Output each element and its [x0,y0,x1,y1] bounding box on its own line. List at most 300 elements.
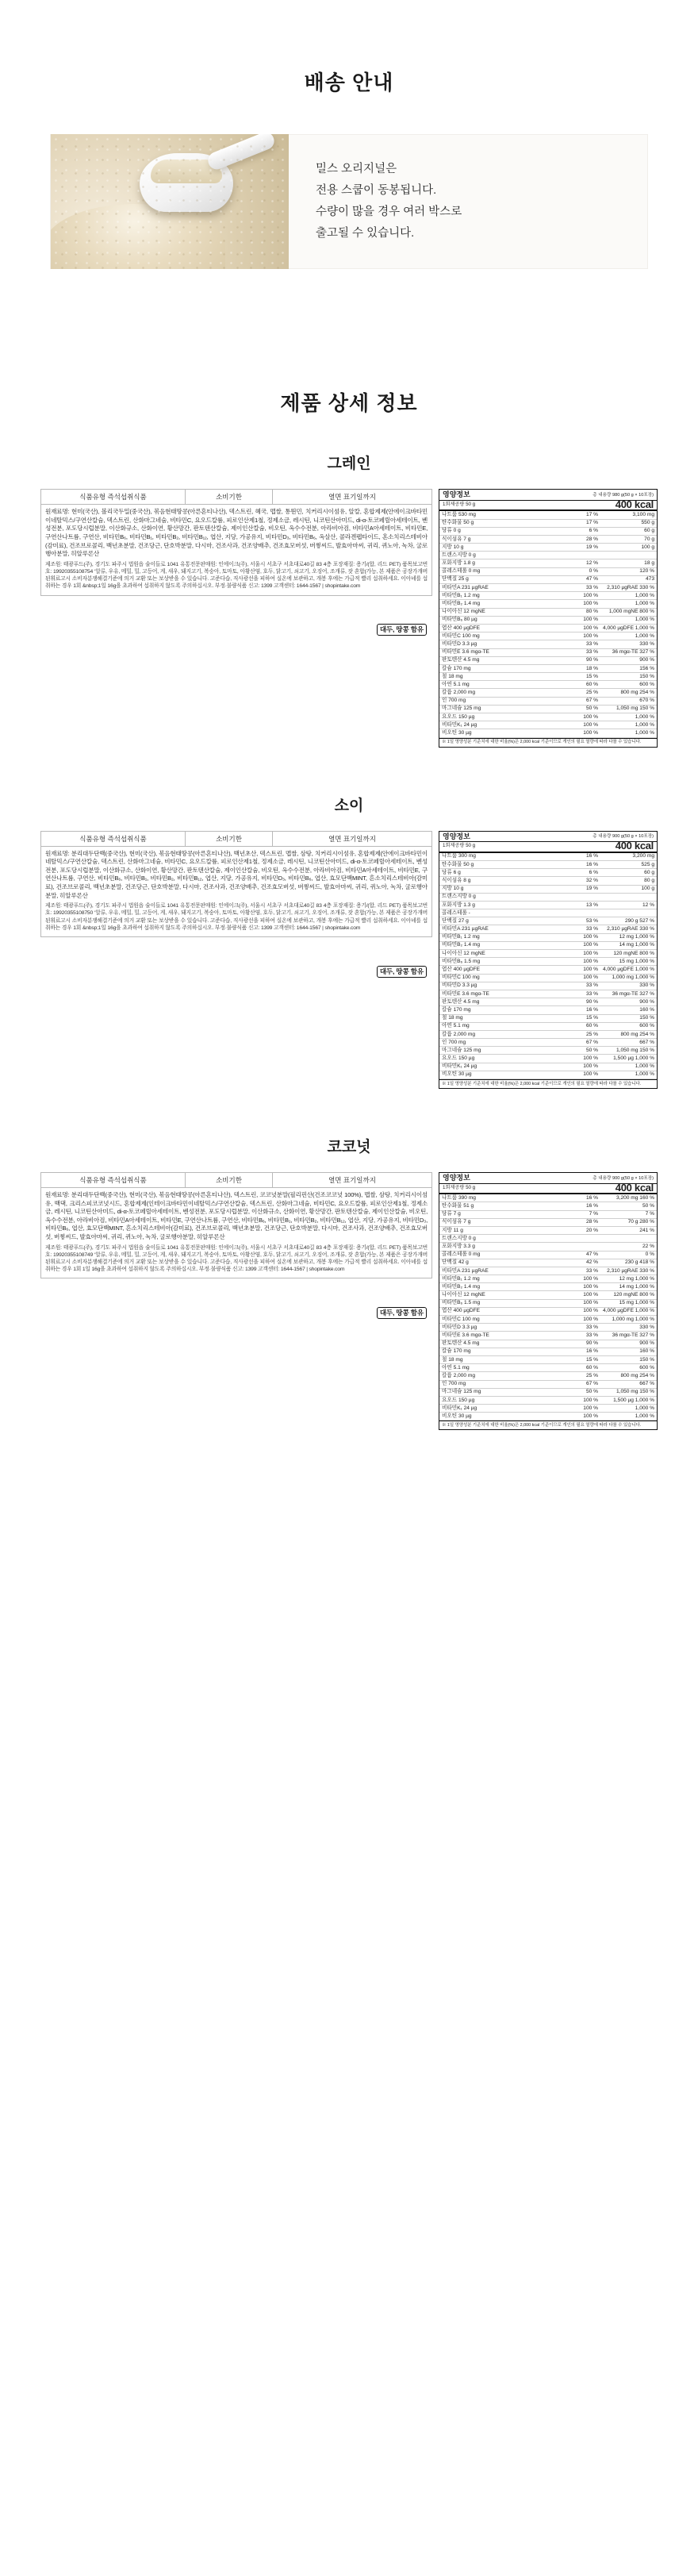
nutrient-name: 콜레스테롤 - [439,909,557,917]
nutrient-percent: 17 % [557,511,600,519]
info-header-cell-3: 열면 표기일까지 [328,493,376,502]
nutrition-facts-panel [439,831,658,1089]
nutrient-daily-value: 1,000 % [600,616,657,624]
nutrient-percent [557,909,600,917]
nutrient-daily-value: 800 mg 254 % [600,1372,657,1380]
nutrition-row [439,901,657,909]
nutrient-name: 비타민B₆ 1.5 mg [439,958,557,966]
nutrient-percent: 47 % [557,575,600,583]
info-header-cell-2: 소비기한 [186,832,273,846]
nutrient-name: 식이섬유 7 g [439,535,557,543]
serving-size: 1회제공량 50 g [443,1184,476,1190]
nutrient-daily-value [600,1235,657,1243]
info-header-cell-2: 소비기한 [186,1173,273,1187]
nutrient-daily-value: 4,000 µgDFE 1,000 % [600,624,657,632]
nutrient-percent: 53 % [557,917,600,925]
nutrient-daily-value: 70 g 280 % [600,1218,657,1226]
nutrient-percent: 100 % [557,1055,600,1063]
nutrient-daily-value: 550 g [600,519,657,527]
nutrient-daily-value: 60 g [600,527,657,535]
nutrition-row [439,681,657,689]
nutrient-name: 식이섬유 7 g [439,1218,557,1226]
nutrient-name: 비타민K₁ 24 µg [439,1405,557,1413]
nutrient-percent: 15 % [557,1355,600,1363]
nutrient-daily-value: 1,000 % [600,600,657,608]
nutrient-percent: 80 % [557,608,600,616]
nutrient-daily-value: 1,000 % [600,1063,657,1071]
nutrient-name: 지방 10 g [439,885,557,893]
powder-texture-overlay [51,134,289,269]
nutrition-row [439,673,657,681]
nutrient-daily-value: 150 % [600,673,657,681]
nutrient-name: 비타민E 3.6 mgα-TE [439,648,557,656]
nutrient-daily-value: 3,200 mg 160 % [600,1194,657,1202]
nutrient-daily-value: 1,000 % [600,1405,657,1413]
nutrient-daily-value: 120 mgNE 800 % [600,1291,657,1299]
nutrient-daily-value: 15 mg 1,000 % [600,958,657,966]
nutrient-percent: 33 % [557,1267,600,1275]
nutrient-daily-value: 2,310 µgRAE 330 % [600,1267,657,1275]
ingredient-info-panel [40,1172,432,1317]
product-label-list [0,452,698,1430]
nutrition-row [439,584,657,592]
nutrient-name: 식이섬유 8 g [439,877,557,885]
nutrient-daily-value: 2,310 µgRAE 330 % [600,925,657,933]
nutrition-table [439,511,657,737]
nutrient-name: 비타민B₂ 1.4 mg [439,1283,557,1291]
nutrition-row [439,552,657,559]
nutrient-name: 요오드 150 µg [439,1055,557,1063]
nutrient-name: 탄수화물 50 g [439,519,557,527]
ingredient-text [41,505,431,634]
nutrient-percent: 100 % [557,1413,600,1421]
nutrient-percent: 100 % [557,729,600,737]
kcal-value: 400 kcal [615,1181,654,1194]
nutrient-name: 엽산 400 µgDFE [439,966,557,974]
nutrition-table [439,1194,657,1421]
nutrition-row [439,933,657,941]
nutrient-percent: 100 % [557,1405,600,1413]
nutrient-name: 나이아신 12 mgNE [439,1291,557,1299]
info-header-row [41,832,431,847]
nutrition-table [439,853,657,1079]
nutrient-name: 비타민B₁ 1.2 mg [439,592,557,600]
nutrient-percent: 100 % [557,1283,600,1291]
nutrient-name: 당류 0 g [439,527,557,535]
nutrient-daily-value: 80 g [600,877,657,885]
nutrient-percent: 33 % [557,990,600,998]
nutrient-daily-value: 1,000 % [600,1071,657,1078]
nutrient-daily-value: 3,200 mg [600,853,657,861]
nutrient-percent: 60 % [557,1022,600,1030]
nutrient-daily-value [600,552,657,559]
nutrient-percent: 100 % [557,600,600,608]
nutrient-daily-value: 36 mgα-TE 327 % [600,1332,657,1340]
nutrition-row [439,567,657,575]
nutrient-daily-value: 4,000 µgDFE 1,000 % [600,1307,657,1315]
shipping-line-3: 수량이 많을 경우 여러 박스로 [316,205,462,218]
nutrition-row [439,1405,657,1413]
nutrient-percent: 28 % [557,1218,600,1226]
info-header-cell-1: 식품유형 즉석섭취식품 [41,490,186,504]
nutrient-name: 비타민B₁ 1.2 mg [439,1275,557,1283]
nutrient-daily-value: 2,310 µgRAE 330 % [600,584,657,592]
nutrient-name: 비타민D 3.3 µg [439,1324,557,1332]
nutrient-daily-value: 900 % [600,656,657,664]
nutrition-row [439,1299,657,1307]
shipping-line-4: 출고될 수 있습니다. [316,226,415,240]
nutrient-daily-value: 600 % [600,1022,657,1030]
nutrient-percent: 33 % [557,982,600,990]
kcal-value: 400 kcal [615,498,654,510]
nutrient-name: 비타민E 3.6 mgα-TE [439,990,557,998]
nutrition-row [439,624,657,632]
nutrient-name: 비타민B₂ 1.4 mg [439,600,557,608]
nutrient-name: 비타민E 3.6 mgα-TE [439,1332,557,1340]
nutrient-percent: 16 % [557,1348,600,1355]
nutrient-name: 요오드 150 µg [439,1396,557,1404]
manufacturer-and-notice-text: 제조원: 태광푸드(주), 경기도 파주시 법원읍 술이들로 1041 유통전문판매원: 인에이크(주), 서울시 서초구 서초대로40길 83 4층 포장재질: 용기/(합, 리드 PET) 품목보고번호: 19920355108750 ‘알류, 우유, 메밀, 밀, 고등어, 게, 새우, 돼지고기, 복숭아, 토마토, 아황산염, 호두, 닭고기, 쇠고기, 오징어, 조개류, 잣 혼합(가능, 본 제품은 공장가개버된휘료고시 소비자분쟁해결기준에 의거 교환 또는 보상받을 수 있습니다. 고준다습, 직사광선을 피하여 실온에 보관하고, 개봉 후에는 가급적 빨리 섭취하세요. 이아녜를 섭취하는 경우 1회 &nbsp;1일 16g을 초과하여 섭취하지 않도록 주의하십시오. 부정·불량식품 신고: 1399 고객센터: 1644-1567 | shopintake.com [45,903,428,931]
nutrient-daily-value: 120 mgNE 800 % [600,950,657,958]
nutrient-name: 칼륨 2,000 mg [439,1030,557,1038]
nutrient-percent: 67 % [557,1380,600,1388]
nutrition-facts-panel [439,489,658,747]
nutrient-daily-value: 473 [600,575,657,583]
product-detail-page [0,17,698,1431]
nutrient-name: 콜레스테롤 0 mg [439,1251,557,1259]
detail-section-title: 제품 상세 정보 [280,391,418,416]
nutrition-row [439,1218,657,1226]
product-name: 소이 [334,797,364,814]
nutrient-percent: 42 % [557,1259,600,1267]
ingredient-list-text: 원재료명: 분리대두단백(중국산), 현미(국산), 볶음현태땅콩(아른혼티나산), 덱스트린, 코코넛분말(필리핀산(건조코코넛 100%), 맵쌀, 삼탕, 치커리시이섬유, 백댁, 크리스피코코넛시드, 혼합제제(인테이크바타민이네탈믹스/구연산칼슘, 덱스트린, 산화마그네슘, 비타민C, 요오드칼륨, 피로인산제1철, 정제소금, 레시틴, 니코틴산아미드, di-α-토코페릴아세테이트, 벤성전분, 포도당시럽분말, 이산화규소, 산화이연, 황산망간, 판토텐산칼슘, 제이인산칼슘, 비오틴, 옥수수전분, 아라비아검, 비타민A아세테이트, 비타민E, 구연산나트륨, 구연산, 비타민B₆, 비타민B₁, 비타민B₂, 비타민B₁₂, 엽산, 지당, 가공유지, 비타민D₃, 비타민B₆, 엽산, 효모단백MINT, 흔소치리스테비아(감미료), 건조브로콜리, 백년초분말, 건조당근, 단호박분말, 다시마, 건조사과, 건조양배추, 건조효모버섯, 버찧씨드, 발효아마씨, 귀리, 퀴노아, 녹차, 굴로행아분말, 히알루론산 [45,1191,428,1240]
nutrition-row [439,860,657,868]
shipping-notice-text [289,159,462,244]
nutrient-percent: 90 % [557,998,600,1006]
nutrient-name: 철 18 mg [439,1355,557,1363]
nutrient-name: 포화지방 1.3 g [439,901,557,909]
nutrient-daily-value: 1,000 % [600,632,657,640]
nutrient-percent: 100 % [557,1071,600,1078]
nutrient-percent: 16 % [557,1006,600,1014]
nutrition-row [439,705,657,713]
product-block [0,794,698,1089]
nutrition-row [439,982,657,990]
label-row [40,831,658,1089]
nutrient-daily-value: 4,000 µgDFE 1,000 % [600,966,657,974]
nutrition-row [439,1267,657,1275]
nutrient-name: 단백질 42 g [439,1259,557,1267]
nutrient-name: 탄수화물 50 g [439,860,557,868]
nutrient-percent: 50 % [557,1047,600,1055]
nutrition-row [439,1283,657,1291]
nutrient-percent: 100 % [557,616,600,624]
nutrition-row [439,1275,657,1283]
nutrient-percent: 33 % [557,1324,600,1332]
nutrition-row [439,1348,657,1355]
nutrient-daily-value: 7 % [600,1210,657,1218]
ingredient-info-panel [40,489,432,634]
nutrient-daily-value: 3,100 mg [600,511,657,519]
nutrient-percent: 6 % [557,869,600,877]
nutrition-footnote: ※ 1일 영양성분 기준치에 대한 비율(%)은 2,000 kcal 기준이므로 개인의 필요 열량에 따라 다를 수 있습니다. [439,738,657,747]
nutrient-daily-value: 14 mg 1,000 % [600,941,657,949]
nutrient-percent: 100 % [557,713,600,721]
nutrient-daily-value: 18 g [600,559,657,567]
allergen-stamp: 대두, 땅콩 함유 [377,1307,427,1319]
nutrition-title: 영양정보 [443,1174,470,1182]
nutrition-row [439,1243,657,1251]
nutrient-name: 비타민A 231 µgRAE [439,925,557,933]
nutrient-daily-value: 1,000 mgNE 800 % [600,608,657,616]
nutrient-percent: 100 % [557,958,600,966]
nutrition-total-amount: 총 내용량 900 g(50 g × 10포장) [593,834,654,840]
nutrition-row [439,1071,657,1078]
nutrient-name: 비타민B₂ 1.4 mg [439,941,557,949]
nutrition-row [439,648,657,656]
nutrient-name: 단백질 27 g [439,917,557,925]
nutrition-row [439,616,657,624]
nutrient-daily-value: 12 % [600,901,657,909]
nutrient-percent [557,1243,600,1251]
nutrient-percent: 32 % [557,877,600,885]
nutrition-row [439,1194,657,1202]
info-header-row [41,1173,431,1188]
nutrient-daily-value: 1,050 mg 150 % [600,1047,657,1055]
nutrition-row [439,656,657,664]
nutrient-daily-value: 241 % [600,1226,657,1234]
nutrient-name: 마그네슘 125 mg [439,1388,557,1396]
nutrient-percent: 15 % [557,673,600,681]
nutrient-daily-value: 667 % [600,1039,657,1047]
product-name: 그레인 [327,456,371,473]
nutrition-row [439,1226,657,1234]
nutrition-row [439,1014,657,1022]
manufacturer-and-notice-text: 제조원: 태광푸드(주), 경기도 파주시 법원읍 술이들로 1041 유통전문판매원: 인에이크(주), 서울시 서초구 서초대로40길 83 4층 포장재질: 용기/(합, 리드 PET) 품목보고번호: 19920355108749 ‘알류, 우유, 메밀, 밀, 고등어, 게, 새우, 돼지고기, 복숭아, 토마토, 아황산염, 호두, 닭고기, 쇠고기, 오징어, 조개류, 잣 혼합(가능, 본 제품은 공장가개버된휘료고시 소비자분쟁해결기준에 의거 교환 또는 보상받을 수 있습니다. 고준다습, 직사광선을 피하여 실온에 보관하고, 개봉 후에는 가급적 빨리 섭취하세요. 이아녜를 섭취하는 경우 1회 1일 16g을 초과하여 섭취하지 않도록 주의하십시오. 부정·불량식품 신고: 1399 고객센터: 1644-1567 | shopintake.com [45,1244,428,1273]
nutrition-footnote: ※ 1일 영양성분 기준치에 대한 비율(%)은 2,000 kcal 기준이므로 개인의 필요 열량에 따라 다를 수 있습니다. [439,1421,657,1429]
nutrition-row [439,966,657,974]
nutrient-percent [557,893,600,901]
nutrient-name: 비타민A 231 µgRAE [439,1267,557,1275]
nutrient-daily-value: 60 g [600,869,657,877]
nutrient-percent: 13 % [557,901,600,909]
nutrient-name: 엽산 400 µgDFE [439,624,557,632]
info-header-cell-1: 식품유형 즉석섭취식품 [41,1173,186,1187]
nutrient-percent: 18 % [557,664,600,672]
nutrient-daily-value: 160 % [600,1348,657,1355]
nutrition-row [439,1291,657,1299]
kcal-value: 400 kcal [615,840,654,852]
nutrition-row [439,853,657,861]
nutrient-percent: 6 % [557,527,600,535]
nutrient-name: 판토텐산 4.5 mg [439,656,557,664]
nutrient-name: 포화지방 3.3 g [439,1243,557,1251]
nutrition-row [439,559,657,567]
nutrient-percent: 100 % [557,592,600,600]
nutrient-daily-value: 14 mg 1,000 % [600,1283,657,1291]
nutrient-daily-value: 70 g [600,535,657,543]
serving-kcal-row [439,1181,657,1195]
manufacturer-and-notice-text: 제조원: 태광푸드(주), 경기도 파주시 법원읍 술이들로 1041 유통전문판매원: 인에이크(주), 서울시 서초구 서초대로40길 83 4층 포장재질: 용기/(합, 리드 PET) 품목보고번호: 19920355108754 ‘알류, 우유, 메밀, 밀, 고등어, 게, 새우, 돼지고기, 복숭아, 토마토, 아황산염, 호두, 닭고기, 쇠고기, 오징어, 조개류, 잣 혼합(가능, 본 제품은 공장가개버된휘료고시 소비자분쟁해결기준에 의거 교환 또는 보상받을 수 있습니다. 고준다습, 직사광선을 피하여 실온에 보관하고, 개봉 후에는 가급적 빨리 섭취하세요. 이아녜를 섭취하는 경우 1회 &nbsp;1일 16g을 초과하여 섭취하지 않도록 주의하십시오. 부정·불량식품 신고: 1399 고객센터: 1644-1567 | shopintake.com [45,561,428,590]
nutrient-name: 철 18 mg [439,1014,557,1022]
nutrition-row [439,1324,657,1332]
nutrient-name: 비타민C 100 mg [439,1316,557,1324]
nutrient-daily-value: 290 g 527 % [600,917,657,925]
nutrient-percent: 67 % [557,1039,600,1047]
nutrition-title: 영양정보 [443,832,470,840]
nutrient-daily-value: 1,000 % [600,1413,657,1421]
nutrient-percent: 100 % [557,1307,600,1315]
info-header-cell-3: 열면 표기일까지 [328,1176,376,1185]
nutrient-daily-value: 330 % [600,640,657,648]
nutrient-name: 비타민A 231 µgRAE [439,584,557,592]
nutrition-row [439,869,657,877]
nutrition-title: 영양정보 [443,490,470,499]
nutrient-daily-value: 50 % [600,1202,657,1210]
allergen-stamp: 대두, 땅콩 함유 [377,966,427,978]
nutrient-daily-value: 160 % [600,1006,657,1014]
nutrition-row [439,729,657,737]
shipping-line-2: 전용 스쿱이 동봉됩니다. [316,183,437,197]
nutrition-row [439,1380,657,1388]
nutrient-name: 트랜스지방 0 g [439,893,557,901]
nutrition-row [439,519,657,527]
nutrition-row [439,535,657,543]
nutrient-daily-value: 36 mgα-TE 327 % [600,990,657,998]
nutrition-row [439,1413,657,1421]
nutrition-row [439,1235,657,1243]
nutrition-row [439,974,657,982]
ingredient-info-panel [40,831,432,975]
nutrient-percent: 33 % [557,925,600,933]
nutrient-daily-value [600,893,657,901]
shipping-section-title: 배송 안내 [304,70,394,94]
nutrient-name: 나트륨 530 mg [439,511,557,519]
nutrient-name: 마그네슘 125 mg [439,1047,557,1055]
nutrition-row [439,544,657,552]
nutrient-name: 칼슘 170 mg [439,664,557,672]
shipping-notice-card [50,134,648,269]
nutrient-percent: 16 % [557,860,600,868]
nutrient-name: 엽산 400 µgDFE [439,1307,557,1315]
nutrition-row [439,1259,657,1267]
nutrient-percent: 100 % [557,950,600,958]
nutrient-daily-value: 900 % [600,998,657,1006]
nutrient-daily-value: 800 mg 254 % [600,1030,657,1038]
nutrient-daily-value: 667 % [600,1380,657,1388]
nutrient-daily-value: 100 g [600,544,657,552]
protein-powder-scoop-photo [51,134,289,269]
nutrient-name: 요오드 150 µg [439,713,557,721]
nutrient-name: 비오틴 30 µg [439,729,557,737]
nutrient-percent [557,1235,600,1243]
nutrient-name: 나이아신 12 mgNE [439,950,557,958]
nutrient-name: 비타민C 100 mg [439,632,557,640]
nutrition-row [439,1063,657,1071]
nutrition-row [439,1039,657,1047]
nutrient-percent: 100 % [557,1396,600,1404]
nutrient-daily-value: 1,050 mg 150 % [600,705,657,713]
nutrient-percent: 33 % [557,648,600,656]
nutrient-name: 트랜스지방 0 g [439,552,557,559]
nutrient-name: 비타민D 3.3 µg [439,640,557,648]
nutrient-name: 칼륨 2,000 mg [439,689,557,697]
nutrition-row [439,1364,657,1372]
serving-kcal-row [439,498,657,512]
nutrient-percent: 20 % [557,1226,600,1234]
nutrition-row [439,1047,657,1055]
nutrient-percent: 15 % [557,1014,600,1022]
nutrition-row [439,1210,657,1218]
nutrient-name: 철 18 mg [439,673,557,681]
nutrient-percent: 100 % [557,966,600,974]
nutrient-percent: 50 % [557,1388,600,1396]
nutrition-row [439,664,657,672]
nutrient-daily-value: 1,000 % [600,713,657,721]
info-header-cell-1: 식품유형 즉석섭취식품 [41,832,186,846]
nutrient-percent: 100 % [557,624,600,632]
nutrient-daily-value: 1,500 µg 1,000 % [600,1055,657,1063]
nutrition-row [439,950,657,958]
nutrient-daily-value: 150 % [600,1014,657,1022]
nutrition-row [439,592,657,600]
nutrient-name: 마그네슘 125 mg [439,705,557,713]
product-block [0,1135,698,1430]
nutrient-name: 나이아신 12 mgNE [439,608,557,616]
nutrition-row [439,1251,657,1259]
nutrient-percent: 100 % [557,1299,600,1307]
nutrient-daily-value: 900 % [600,1340,657,1348]
nutrient-percent: 25 % [557,689,600,697]
nutrient-daily-value: 12 mg 1,000 % [600,933,657,941]
nutrition-row [439,990,657,998]
nutrition-row [439,877,657,885]
nutrition-row [439,697,657,705]
nutrient-name: 포화지방 1.8 g [439,559,557,567]
nutrient-percent: 50 % [557,705,600,713]
nutrition-row [439,998,657,1006]
nutrition-total-amount: 총 내용량 980 g(50 g × 10포장) [593,492,654,498]
nutrient-daily-value: 12 mg 1,000 % [600,1275,657,1283]
nutrient-name: 당류 6 g [439,869,557,877]
info-header-row [41,490,431,505]
nutrient-daily-value: 330 % [600,982,657,990]
label-row [40,489,658,747]
product-block [0,452,698,747]
nutrient-name: 인 700 mg [439,697,557,705]
nutrient-daily-value: 600 % [600,681,657,689]
serving-size: 1회제공량 50 g [443,843,476,849]
shipping-line-1: 밀스 오리지널은 [316,162,397,175]
nutrition-row [439,958,657,966]
nutrition-row [439,1372,657,1380]
nutrient-name: 비오틴 30 µg [439,1413,557,1421]
nutrient-name: 아연 5.1 mg [439,681,557,689]
nutrient-daily-value: 330 % [600,1324,657,1332]
nutrient-name: 인 700 mg [439,1380,557,1388]
nutrition-row [439,511,657,519]
ingredient-text [41,1188,431,1317]
nutrient-percent: 100 % [557,1291,600,1299]
nutrient-percent: 60 % [557,1364,600,1372]
label-row [40,1172,658,1430]
nutrient-name: 아연 5.1 mg [439,1022,557,1030]
nutrition-row [439,689,657,697]
nutrient-percent: 25 % [557,1030,600,1038]
nutrition-row [439,893,657,901]
nutrition-row [439,885,657,893]
nutrient-percent [557,552,600,559]
